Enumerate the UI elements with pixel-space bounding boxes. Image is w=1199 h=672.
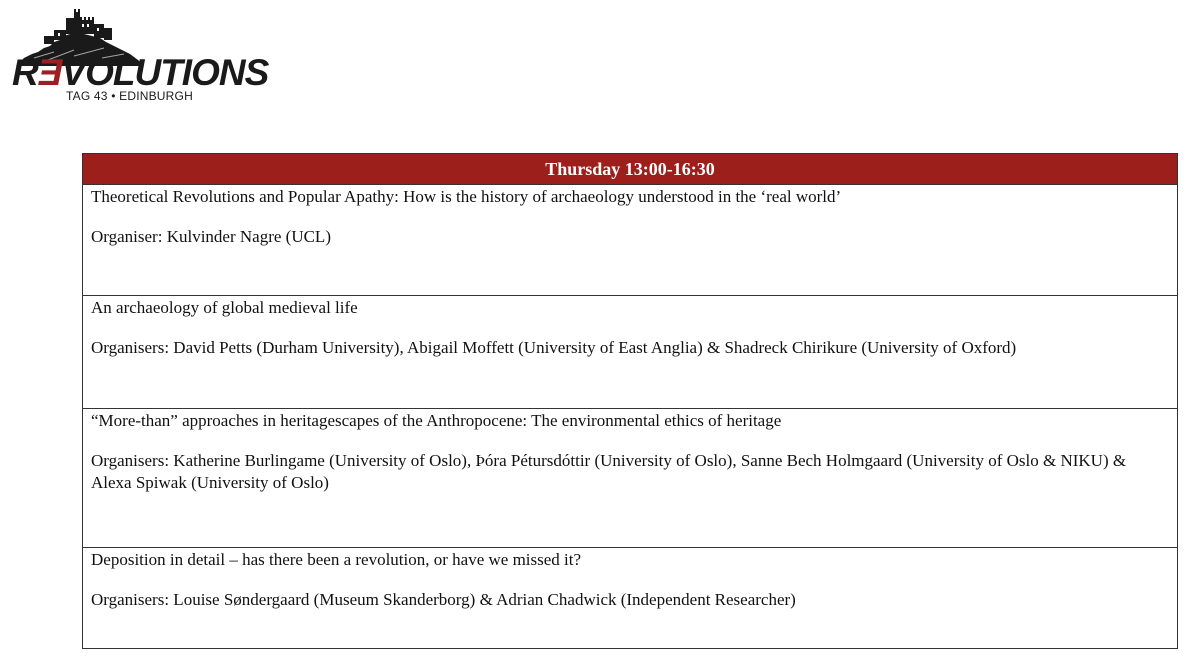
session-title: “More-than” approaches in heritagescapes of the Anthropocene: The environmental ethics of heritage	[91, 411, 782, 430]
session-organisers: Organisers: David Petts (Durham University), Abigail Moffett (University of East Anglia) & Shadreck Chirikure (University of Oxford)	[91, 338, 1017, 357]
session-row	[83, 409, 1177, 548]
logo-subline: TAG 43 • EDINBURGH	[66, 89, 193, 103]
revolutions-logo	[10, 8, 269, 103]
logo-wordmark: RƎVOLUTIONS	[12, 52, 269, 93]
session-title: Deposition in detail – has there been a revolution, or have we missed it?	[91, 550, 582, 569]
schedule-header: Thursday 13:00-16:30	[83, 154, 1177, 185]
session-row	[83, 548, 1177, 648]
session-schedule-table	[82, 153, 1178, 649]
session-title: An archaeology of global medieval life	[91, 298, 358, 317]
session-organisers: Organiser: Kulvinder Nagre (UCL)	[91, 227, 331, 246]
logo-wordmark-accent: Ǝ	[37, 52, 62, 93]
session-organisers: Organisers: Katherine Burlingame (University of Oslo), Þóra Pétursdóttir (University of Oslo), Sanne Bech Holmgaard (University of Oslo & NIKU) & Alexa Spiwak (University of Oslo)	[91, 451, 1127, 492]
session-row	[83, 185, 1177, 296]
session-organisers: Organisers: Louise Søndergaard (Museum Skanderborg) & Adrian Chadwick (Independent Researcher)	[91, 590, 796, 609]
session-row	[83, 296, 1177, 409]
session-title: Theoretical Revolutions and Popular Apathy: How is the history of archaeology understood in the ‘real world’	[91, 187, 842, 206]
